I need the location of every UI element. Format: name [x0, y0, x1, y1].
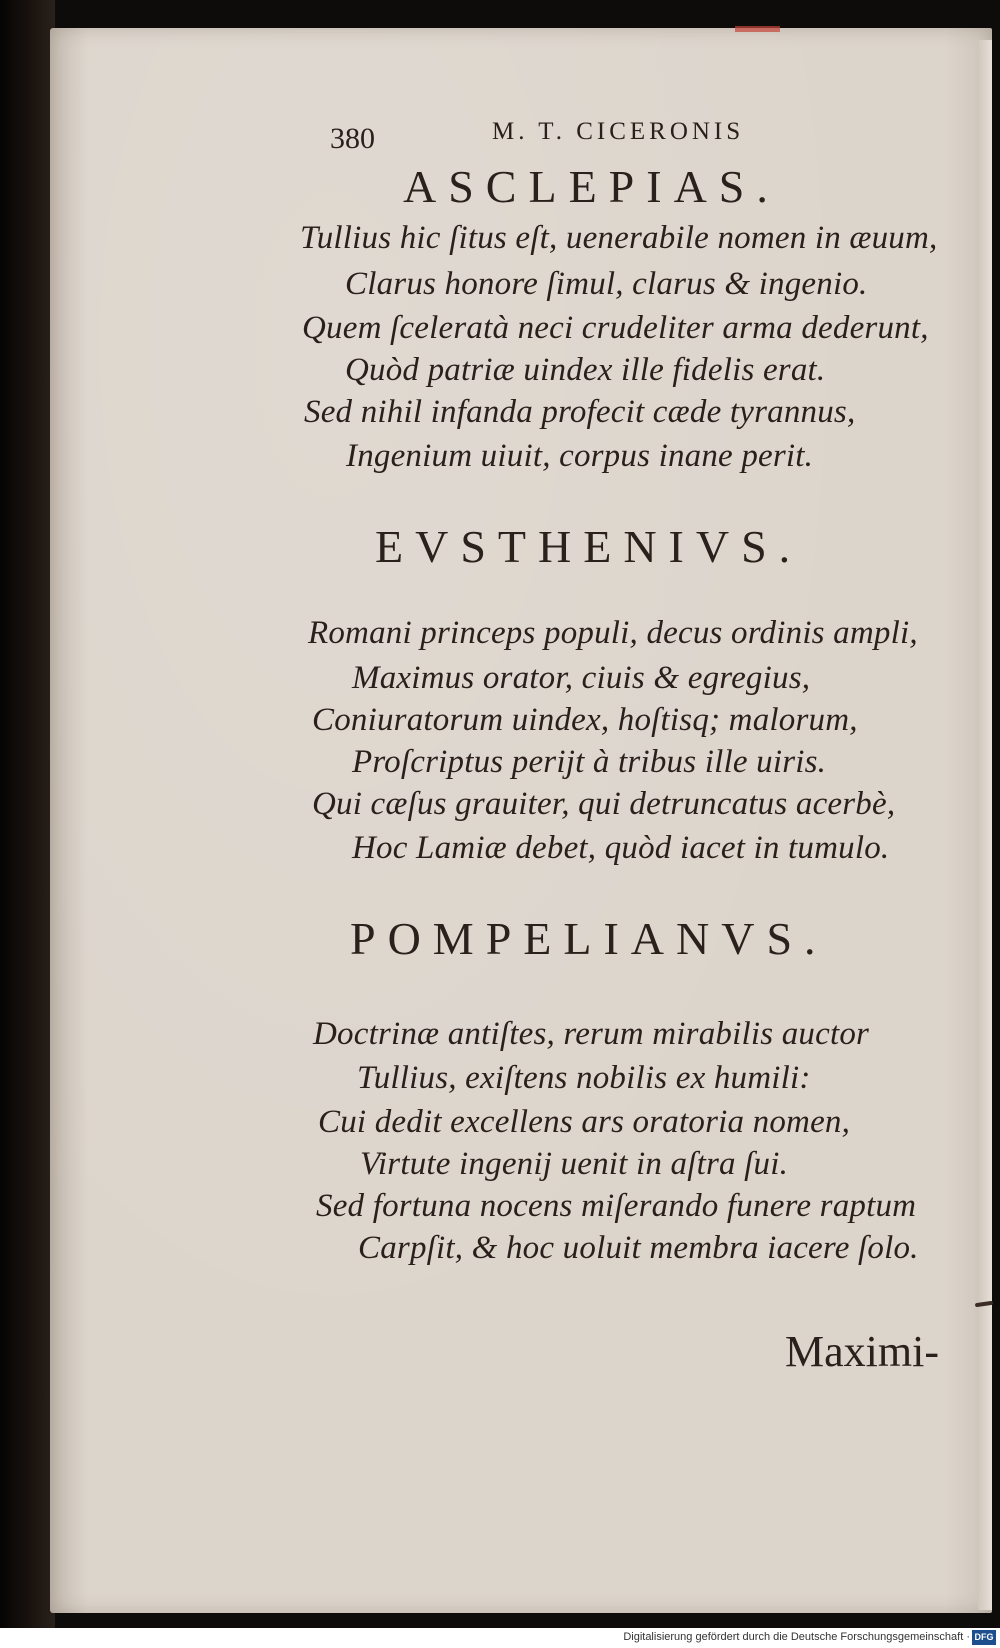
verse-line: Virtute ingenij uenit in aſtra ſui.	[360, 1146, 789, 1182]
page-number: 380	[330, 122, 375, 155]
verse-line: Ingenium uiuit, corpus inane perit.	[346, 438, 814, 474]
verse-line: Quem ſceleratà neci crudeliter arma dederunt,	[302, 310, 929, 346]
section-heading-eusthenius: EVSTHENIVS.	[375, 521, 803, 572]
section-heading-asclepias: ASCLEPIAS.	[403, 161, 780, 212]
verse-line: Sed nihil infanda profecit cæde tyrannus,	[304, 394, 856, 430]
verse-line: Cui dedit excellens ars oratoria nomen,	[318, 1104, 851, 1140]
verse-line: Coniuratorum uindex, hoſtisq; malorum,	[312, 702, 858, 738]
page-edge	[978, 40, 992, 1610]
footer-credit: Digitalisierung gefördert durch die Deutsche Forschungsgemeinschaft ·	[623, 1631, 970, 1643]
verse-line: Qui cæſus grauiter, qui detruncatus acerbè,	[312, 786, 896, 822]
verse-line: Tullius, exiſtens nobilis ex humili:	[357, 1060, 811, 1096]
book-spine-shadow	[0, 0, 55, 1648]
footer-bar	[0, 1628, 1000, 1648]
running-title: M. T. CICERONIS	[492, 118, 745, 145]
verse-line: Tullius hic ſitus eſt, uenerabile nomen in æuum,	[300, 220, 938, 256]
verse-line: Doctrinæ antiſtes, rerum mirabilis auctor	[313, 1016, 870, 1052]
dfg-logo: DFG	[972, 1630, 996, 1645]
catchword: Maximi-	[785, 1327, 939, 1376]
verse-line: Sed fortuna nocens miſerando funere raptum	[316, 1188, 917, 1224]
verse-line: Quòd patriæ uindex ille fidelis erat.	[345, 352, 826, 388]
red-bookmark-strip	[735, 26, 780, 32]
verse-line: Proſcriptus perijt à tribus ille uiris.	[352, 744, 827, 780]
section-heading-pompelianus: POMPELIANVS.	[350, 913, 828, 964]
verse-line: Maximus orator, ciuis & egregius,	[352, 660, 811, 696]
verse-line: Clarus honore ſimul, clarus & ingenio.	[345, 266, 868, 302]
verse-line: Carpſit, & hoc uoluit membra iacere ſolo.	[358, 1230, 919, 1266]
verse-line: Hoc Lamiæ debet, quòd iacet in tumulo.	[352, 830, 890, 866]
verse-line: Romani princeps populi, decus ordinis ampli,	[308, 615, 918, 651]
